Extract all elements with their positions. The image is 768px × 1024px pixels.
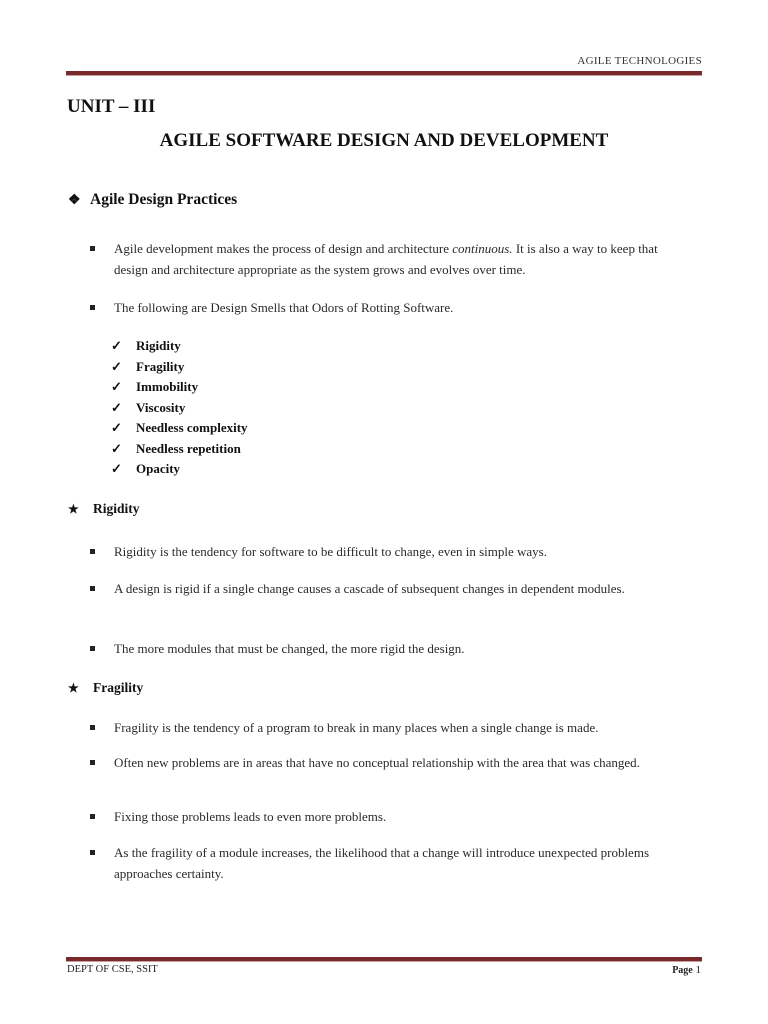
bullet-text: Agile development makes the process of design and architecture: [114, 241, 453, 256]
bullet-text: It is also a way to keep that design and architecture appropriate as the system grows and evolves over time.: [114, 241, 658, 277]
checklist-label: Viscosity: [136, 399, 186, 415]
smells-checklist: [111, 336, 248, 480]
footer-rule: [66, 957, 702, 962]
list-item: [90, 806, 690, 827]
page-number-value: 1: [695, 964, 701, 976]
checklist-item: [111, 439, 248, 460]
star-icon: ★: [68, 501, 79, 516]
list-item: [90, 717, 690, 738]
section-heading-label: Fragility: [93, 680, 144, 695]
list-item: [90, 238, 690, 280]
check-icon: ✓: [111, 440, 122, 456]
checklist-item: [111, 336, 248, 357]
unit-label: UNIT – III: [67, 96, 156, 117]
checklist-label: Rigidity: [136, 338, 181, 353]
bullet-text: As the fragility of a module increases, the likelihood that a change will introduce unexpected problems approaches certainty.: [114, 845, 649, 881]
list-item: [90, 638, 690, 659]
square-bullet-icon: [90, 725, 95, 730]
checklist-item: [111, 418, 248, 439]
running-header: AGILE TECHNOLOGIES: [577, 55, 702, 67]
checklist-label: Needless complexity: [136, 420, 248, 435]
square-bullet-icon: [90, 586, 95, 591]
square-bullet-icon: [90, 850, 95, 855]
square-bullet-icon: [90, 246, 95, 251]
check-icon: ✓: [111, 399, 122, 415]
section-heading-label: Agile Design Practices: [90, 191, 238, 208]
bullet-italic-text: continuous.: [452, 241, 513, 256]
bullet-text: Often new problems are in areas that have no conceptual relationship with the area that was changed.: [114, 755, 640, 770]
square-bullet-icon: [90, 814, 95, 819]
section-heading-label: Rigidity: [93, 501, 140, 516]
section-heading-agile-design: [68, 191, 237, 209]
bullet-text: A design is rigid if a single change causes a cascade of subsequent changes in dependent modules.: [114, 581, 625, 596]
list-item: [90, 752, 690, 773]
check-icon: ✓: [111, 420, 122, 435]
four-diamond-icon: ❖: [68, 192, 81, 208]
list-item: [90, 541, 690, 562]
checklist-label: Opacity: [136, 461, 181, 476]
header-rule: [66, 71, 702, 76]
square-bullet-icon: [90, 646, 95, 651]
page-number: [672, 964, 701, 976]
section-heading-fragility: [68, 680, 143, 696]
bullet-text: The more modules that must be changed, the more rigid the design.: [114, 641, 465, 656]
page-title: AGILE SOFTWARE DESIGN AND DEVELOPMENT: [159, 130, 609, 151]
bullet-text: Fragility is the tendency of a program to break in many places when a single change is made.: [114, 720, 599, 735]
checklist-label: Fragility: [136, 358, 185, 374]
checklist-item: [111, 398, 248, 419]
page-label: Page: [672, 965, 693, 976]
check-icon: ✓: [111, 358, 122, 374]
checklist-item: [111, 377, 248, 398]
square-bullet-icon: [90, 305, 95, 310]
checklist-label: Needless repetition: [136, 440, 241, 456]
checklist-label: Immobility: [136, 379, 199, 394]
list-item: [90, 297, 690, 318]
check-icon: ✓: [111, 461, 122, 476]
check-icon: ✓: [111, 338, 122, 353]
section-heading-rigidity: [68, 501, 140, 517]
list-item: [90, 842, 690, 884]
star-icon: ★: [68, 680, 79, 695]
square-bullet-icon: [90, 549, 95, 554]
bullet-text: The following are Design Smells that Odors of Rotting Software.: [114, 300, 454, 315]
list-item: [90, 578, 690, 599]
checklist-item: [111, 357, 248, 378]
square-bullet-icon: [90, 760, 95, 765]
check-icon: ✓: [111, 379, 122, 394]
bullet-text: Fixing those problems leads to even more problems.: [114, 809, 387, 824]
bullet-text: Rigidity is the tendency for software to be difficult to change, even in simple ways.: [114, 544, 547, 559]
checklist-item: [111, 459, 248, 480]
footer-department: DEPT OF CSE, SSIT: [67, 964, 158, 975]
